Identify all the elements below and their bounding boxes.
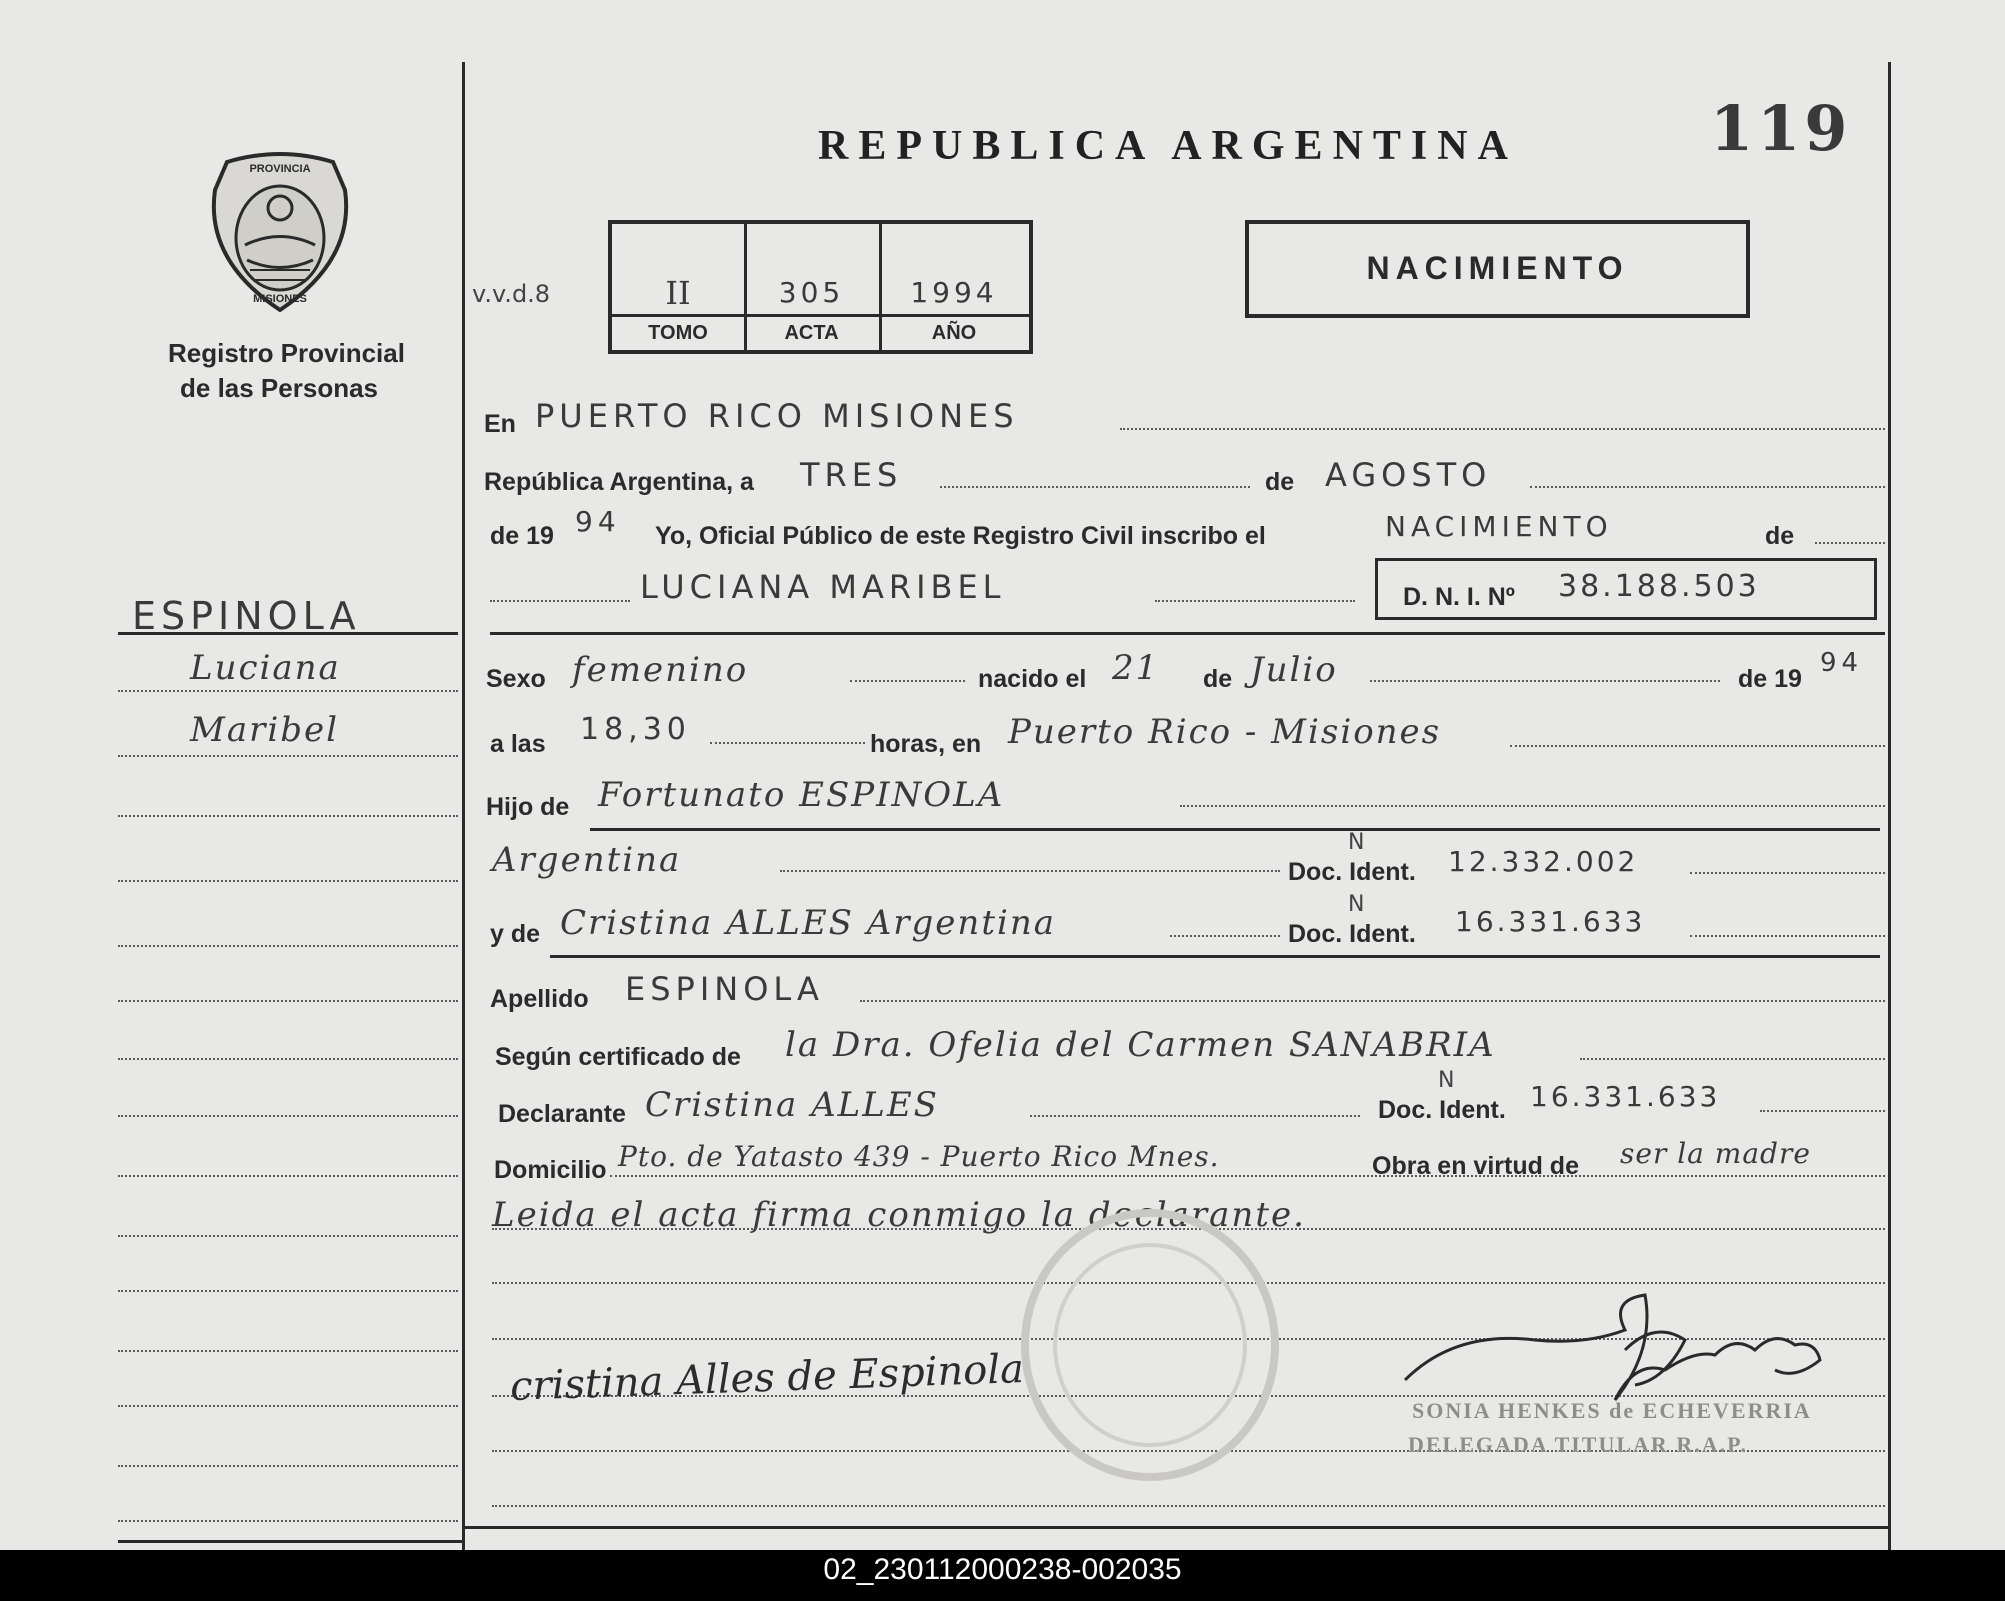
record-type-box	[1245, 220, 1750, 318]
left-frame-line	[462, 62, 465, 1550]
leida-text: Leida el acta firma conmigo la declarante.	[492, 1195, 1306, 1235]
de-label-3: de	[1203, 665, 1233, 693]
officer-text: Yo, Oficial Público de este Registro Civil inscribo el	[655, 522, 1266, 550]
father-nationality-value: Argentina	[492, 840, 682, 880]
sidebar-surname: ESPINOLA	[132, 594, 361, 638]
declarante-doc-mark: N	[1438, 1068, 1455, 1093]
country-title: REPUBLICA ARGENTINA	[818, 123, 1518, 169]
domicilio-value: Pto. de Yatasto 439 - Puerto Rico Mnes.	[618, 1140, 1220, 1173]
registry-name-line2: de las Personas	[180, 373, 378, 403]
sidebar-second-name: Maribel	[190, 710, 339, 750]
dni-label: D. N. I. Nº	[1403, 583, 1515, 611]
father-value: Fortunato ESPINOLA	[598, 775, 1005, 815]
obra-value: ser la madre	[1620, 1137, 1811, 1170]
father-doc-mark: N	[1348, 830, 1365, 855]
mother-value: Cristina ALLES Argentina	[560, 903, 1057, 943]
record-type: NACIMIENTO	[1366, 250, 1629, 286]
declarante-label: Declarante	[498, 1100, 626, 1128]
registry-name-line1: Registro Provincial	[168, 338, 405, 368]
obra-label: Obra en virtud de	[1372, 1152, 1579, 1180]
alas-label: a las	[490, 730, 546, 758]
declarante-doc-value: 16.331.633	[1530, 1080, 1721, 1113]
margin-note: v.v.d.8	[472, 280, 551, 308]
declarante-value: Cristina ALLES	[645, 1085, 939, 1125]
apellido-value: ESPINOLA	[625, 970, 824, 1008]
de-label-1: de	[1265, 468, 1295, 496]
nacido-label: nacido el	[978, 665, 1087, 693]
birth-month-value: Julio	[1250, 650, 1338, 690]
mother-doc-value: 16.331.633	[1455, 905, 1646, 938]
de19-label: de 19	[490, 522, 554, 550]
official-stamp-line2: DELEGADA TITULAR R.A.P.	[1408, 1432, 1749, 1457]
dni-box	[1375, 558, 1877, 620]
tomo-value: II	[665, 274, 691, 312]
day-words-value: TRES	[800, 456, 903, 494]
event-value: NACIMIENTO	[1385, 510, 1613, 543]
right-frame-line	[1888, 62, 1891, 1550]
child-name-value: LUCIANA MARIBEL	[640, 568, 1006, 606]
svg-text:PROVINCIA: PROVINCIA	[249, 163, 311, 175]
birth-day-value: 21	[1112, 648, 1160, 688]
acta-value: 305	[778, 276, 845, 309]
birth-time-value: 18,30	[580, 712, 691, 747]
ano-value: 1994	[910, 276, 998, 309]
declarant-signature: cristina Alles de Espinola	[509, 1346, 1025, 1410]
tomo-label: TOMO	[648, 322, 708, 344]
provincial-seal-icon	[205, 150, 355, 315]
father-doc-value: 12.332.002	[1448, 845, 1639, 878]
father-doc-label: Doc. Ident.	[1288, 858, 1416, 886]
de-label-2: de	[1765, 522, 1795, 550]
birth-year-suffix-value: 94	[1820, 648, 1864, 678]
year-suffix-value: 94	[575, 505, 621, 538]
apellido-label: Apellido	[490, 985, 589, 1013]
place-value: PUERTO RICO MISIONES	[535, 397, 1019, 435]
sexo-label: Sexo	[486, 665, 546, 693]
acta-label: ACTA	[784, 322, 839, 344]
certificado-value: la Dra. Ofelia del Carmen SANABRIA	[785, 1025, 1496, 1065]
sexo-value: femenino	[572, 650, 749, 690]
sidebar-first-name: Luciana	[190, 648, 341, 688]
month-value: AGOSTO	[1325, 456, 1492, 494]
dni-value: 38.188.503	[1558, 569, 1760, 604]
page-number: 119	[1710, 92, 1852, 165]
horas-label: horas, en	[870, 730, 982, 758]
image-caption: 02_230112000238-002035	[823, 1553, 1182, 1586]
en-label: En	[484, 410, 516, 438]
svg-text:MISIONES: MISIONES	[253, 293, 307, 305]
segun-label: Según certificado de	[495, 1043, 741, 1071]
domicilio-label: Domicilio	[494, 1156, 607, 1184]
official-stamp-line1: SONIA HENKES de ECHEVERRIA	[1412, 1398, 1812, 1423]
declarante-doc-label: Doc. Ident.	[1378, 1096, 1506, 1124]
hijo-label: Hijo de	[486, 793, 570, 821]
official-stamp-icon	[1010, 1200, 1290, 1490]
mother-doc-mark: N	[1348, 892, 1365, 917]
book-reference-table	[608, 220, 1033, 354]
de19-label-2: de 19	[1738, 665, 1802, 693]
birth-place-value: Puerto Rico - Misiones	[1008, 712, 1442, 752]
yde-label: y de	[490, 920, 541, 948]
republica-label: República Argentina, a	[484, 468, 754, 496]
mother-doc-label: Doc. Ident.	[1288, 920, 1416, 948]
ano-label: AÑO	[931, 322, 977, 344]
